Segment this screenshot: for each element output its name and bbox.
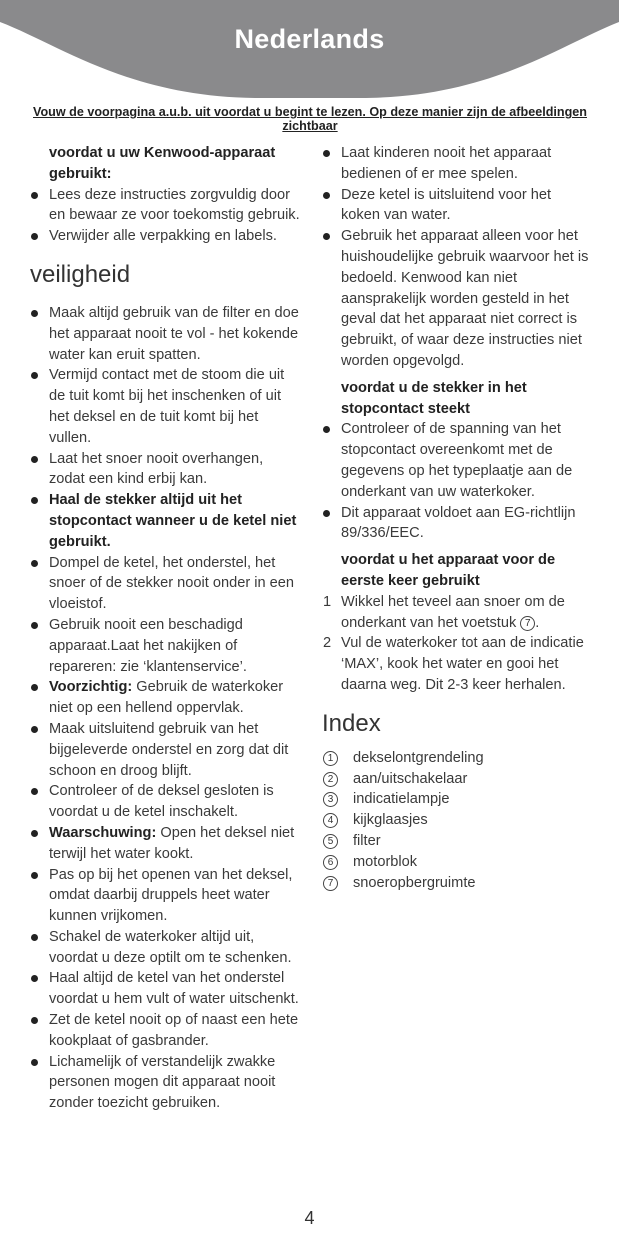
step-item [322, 633, 594, 695]
step-text: Wikkel het teveel aan snoer om de onderkant van het voetstuk [341, 593, 565, 631]
warning-label: Waarschuwing: [49, 824, 157, 841]
list-item: Lichamelijk of verstandelijk zwakke personen mogen dit apparaat nooit zonder toezicht gebruiken. [30, 1052, 302, 1114]
list-item: Dompel de ketel, het onderstel, het snoer of de stekker nooit onder in een vloeistof. [30, 553, 302, 615]
index-label: snoeropbergruimte [353, 874, 476, 891]
index-item [322, 831, 594, 852]
list-item: Laat kinderen nooit het apparaat bedienen of er mee spelen. [322, 143, 594, 185]
list-item-warning [30, 823, 302, 865]
warning-text: Open het deksel niet terwijl het water kookt. [49, 824, 295, 862]
left-column [30, 143, 302, 1114]
heading-before-plug-in: voordat u de stekker in het stopcontact steekt [341, 379, 527, 417]
caution-label: Voorzichtig: [49, 679, 133, 696]
caution-text: Gebruik de waterkoker niet op een hellend oppervlak. [49, 679, 284, 717]
index-item [322, 852, 594, 873]
index-label: filter [353, 832, 381, 849]
list-item: Schakel de waterkoker altijd uit, voordat u deze optilt om te schenken. [30, 927, 302, 969]
page-title: Nederlands [234, 24, 385, 54]
index-item [322, 748, 594, 769]
list-item: Pas op bij het openen van het deksel, omdat daarbij druppels heet water kunnen vrijkomen. [30, 865, 302, 927]
step-text: Vul de waterkoker tot aan de indicatie ‘MAX’, kook het water en gooi het daarna weg. Dit 2-3 keer herhalen. [341, 635, 584, 693]
index-number: 4 [323, 813, 338, 828]
list-item: Gebruik het apparaat alleen voor het huishoudelijke gebruik waarvoor het is bedoeld. Kenwood kan niet aansprakelijk worden gesteld in het geval dat het apparaat niet correct is gebruikt, of waar deze instructies niet worden opgevolgd. [322, 226, 594, 372]
step-item: 1 Wikkel het teveel aan snoer om de onderkant van het voetstuk 7 . [323, 593, 565, 631]
list-item: Controleer of de deksel gesloten is voordat u de ketel inschakelt. [30, 781, 302, 823]
right-column [322, 143, 594, 893]
index-number: 7 [323, 876, 338, 891]
index-item [322, 810, 594, 831]
index-number: 1 [323, 751, 338, 766]
index-item [322, 873, 594, 894]
section-title-index: Index [322, 709, 381, 737]
section-title-safety: veiligheid [30, 260, 131, 288]
list-item-caution [30, 677, 302, 719]
index-label: indicatielampje [353, 791, 450, 808]
list-item-emphasis: Haal de stekker altijd uit het stopcontact wanneer u de ketel niet gebruikt. [30, 490, 302, 552]
list-item: Lees deze instructies zorgvuldig door en bewaar ze voor toekomstig gebruik. [30, 185, 302, 227]
list-item: Maak altijd gebruik van de filter en doe het apparaat nooit te vol - het kokende water kan eruit spatten. [30, 303, 302, 365]
index-list [322, 748, 594, 894]
list-item: Controleer of de spanning van het stopcontact overeenkomt met de gegevens op het typeplaatje aan de onderkant van uw waterkoker. [322, 419, 594, 502]
heading-before-use: voordat u uw Kenwood-apparaat gebruikt: [49, 145, 276, 182]
index-number: 5 [323, 834, 338, 849]
index-label: kijkglaasjes [353, 812, 428, 829]
list-item: Dit apparaat voldoet aan EG-richtlijn 89/336/EEC. [322, 503, 594, 545]
list-item: Gebruik nooit een beschadigd apparaat.Laat het nakijken of repareren: zie ‘klantenservice’. [30, 615, 302, 677]
step-number: 1 [323, 593, 332, 610]
list-item: Zet de ketel nooit op of naast een hete kookplaat of gasbrander. [30, 1010, 302, 1052]
index-number: 6 [323, 855, 338, 870]
index-label: aan/uitschakelaar [353, 770, 468, 787]
index-number: 2 [323, 772, 338, 787]
index-number: 3 [323, 792, 338, 807]
intro-instruction: Vouw de voorpagina a.u.b. uit voordat u begint te lezen. Op deze manier zijn de afbeeldingen zichtbaar [33, 105, 587, 133]
list-item: Verwijder alle verpakking en labels. [30, 226, 302, 247]
plug-in-list [322, 419, 594, 544]
list-item: Maak uitsluitend gebruik van het bijgeleverde onderstel en zorg dat dit schoon en droog blijft. [30, 719, 302, 781]
list-item: Haal altijd de ketel van het onderstel voordat u hem vult of water uitschenkt. [30, 968, 302, 1010]
general-list [322, 143, 594, 372]
page-number: 4 [304, 1208, 315, 1228]
list-item: Vermijd contact met de stoom die uit de tuit komt bij het inschenken of uit het deksel en de tuit komt bij het vullen. [30, 365, 302, 448]
reference-number: 7 [520, 616, 535, 631]
index-item [322, 789, 594, 810]
list-item: Laat het snoer nooit overhangen, zodat een kind erbij kan. [30, 449, 302, 491]
index-item [322, 769, 594, 790]
first-use-steps [322, 592, 594, 696]
heading-first-use: voordat u het apparaat voor de eerste keer gebruikt [341, 552, 556, 589]
safety-list [30, 303, 302, 1114]
index-label: dekselontgrendeling [353, 749, 484, 766]
before-use-list [30, 185, 302, 247]
list-item: Deze ketel is uitsluitend voor het koken van water. [322, 185, 594, 227]
index-label: motorblok [353, 853, 418, 870]
step-number: 2 [323, 635, 332, 652]
